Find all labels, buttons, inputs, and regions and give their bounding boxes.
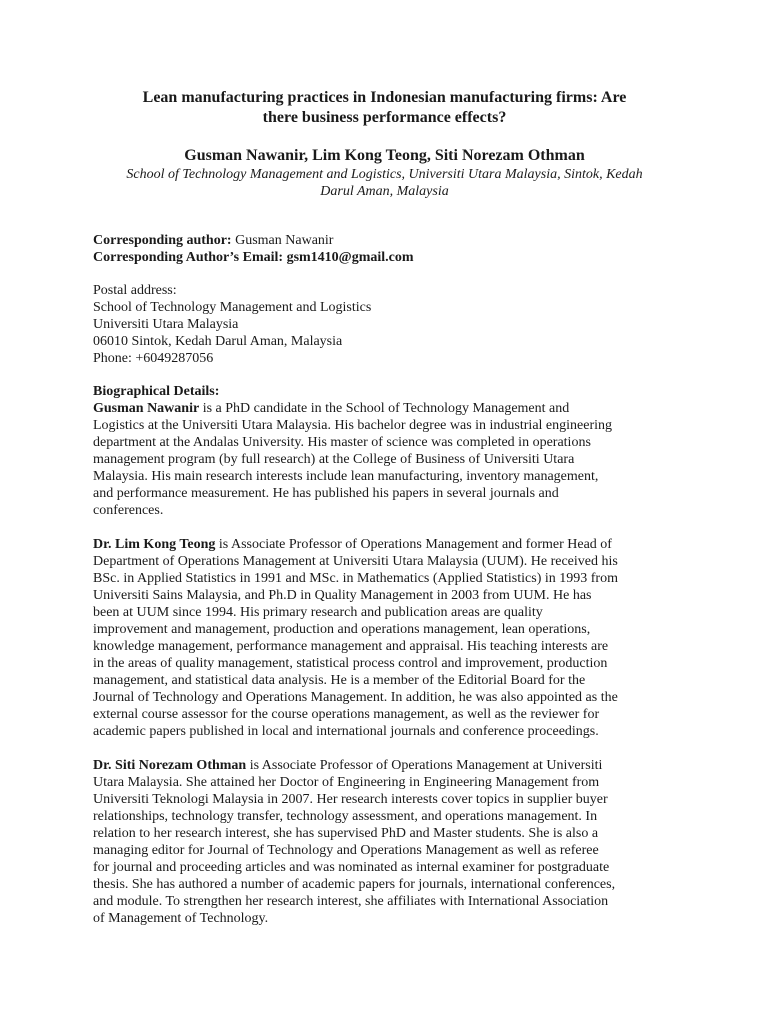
bio-line: external course assessor for the course operations management, as well as the reviewer for <box>93 707 600 722</box>
corresponding-author-label: Corresponding author: <box>93 233 232 248</box>
corresponding-email-row <box>93 249 676 266</box>
corresponding-email-label: Corresponding Author’s Email: <box>93 250 287 265</box>
bio-line: Journal of Technology and Operations Management. In addition, he was also appointed as the <box>93 690 618 705</box>
bio-line: Dr. Lim Kong Teong is Associate Professor of Operations Management and former Head of <box>93 537 612 552</box>
corresponding-info <box>93 232 676 266</box>
postal-address <box>93 282 676 367</box>
bio-line: relationships, technology transfer, technology assessment, and operations management. In <box>93 809 598 824</box>
postal-phone: Phone: +6049287056 <box>93 351 214 366</box>
bio-line: management program (by full research) at the College of Business of Universiti Utara <box>93 452 575 467</box>
bio-name: Dr. Lim Kong Teong <box>93 537 216 552</box>
affiliation-line-1: School of Technology Management and Logistics, Universiti Utara Malaysia, Sintok, Kedah <box>126 167 643 182</box>
bio-line: and performance measurement. He has published his papers in several journals and <box>93 486 559 501</box>
title-line-2: there business performance effects? <box>262 109 507 126</box>
bio-name: Gusman Nawanir <box>93 401 200 416</box>
postal-line-2: Universiti Utara Malaysia <box>93 317 239 332</box>
title-line-1: Lean manufacturing practices in Indonesian manufacturing firms: Are <box>142 89 627 106</box>
bio-line: in the areas of quality management, statistical process control and improvement, production <box>93 656 608 671</box>
bio-heading: Biographical Details: <box>93 384 220 399</box>
bio-line: of Management of Technology. <box>93 911 269 926</box>
bio-line: knowledge management, performance management and appraisal. His teaching interests are <box>93 639 609 654</box>
bio-lim <box>93 536 676 740</box>
bio-line: Dr. Siti Norezam Othman is Associate Professor of Operations Management at Universiti <box>93 758 603 773</box>
bio-line: conferences. <box>93 503 164 518</box>
bio-name: Dr. Siti Norezam Othman <box>93 758 247 773</box>
affiliation <box>93 166 676 200</box>
bio-line: relation to her research interest, she has supervised PhD and Master students. She is also a <box>93 826 599 841</box>
corresponding-author-row <box>93 232 676 249</box>
postal-label: Postal address: <box>93 283 177 298</box>
bio-siti <box>93 757 676 927</box>
affiliation-line-2: Darul Aman, Malaysia <box>320 184 449 199</box>
corresponding-author-value: Gusman Nawanir <box>231 233 334 248</box>
bio-gusman <box>93 400 676 519</box>
postal-line-3: 06010 Sintok, Kedah Darul Aman, Malaysia <box>93 334 343 349</box>
paper-title <box>93 88 676 128</box>
bio-line: department at the Andalas University. His master of science was completed in operations <box>93 435 591 450</box>
postal-line-1: School of Technology Management and Logistics <box>93 300 372 315</box>
corresponding-email-value: gsm1410@gmail.com <box>286 250 414 265</box>
bio-line: managing editor for Journal of Technology and Operations Management as well as referee <box>93 843 599 858</box>
bio-line: for journal and proceeding articles and was nominated as internal examiner for postgraduate <box>93 860 610 875</box>
bio-line: BSc. in Applied Statistics in 1991 and MSc. in Mathematics (Applied Statistics) in 1993 from <box>93 571 618 586</box>
bio-line: management, and statistical data analysis. He is a member of the Editorial Board for the <box>93 673 586 688</box>
bio-line: been at UUM since 1994. His primary research and publication areas are quality <box>93 605 543 620</box>
bio-line: Logistics at the Universiti Utara Malaysia. His bachelor degree was in industrial engineering <box>93 418 613 433</box>
author-list: Gusman Nawanir, Lim Kong Teong, Siti Norezam Othman <box>184 147 585 164</box>
bio-line: thesis. She has authored a number of academic papers for journals, international conferences, <box>93 877 616 892</box>
bio-line: Universiti Sains Malaysia, and Ph.D in Quality Management in 2003 from UUM. He has <box>93 588 592 603</box>
bio-line: academic papers published in local and international journals and conference proceedings. <box>93 724 599 739</box>
bio-line: Department of Operations Management at Universiti Utara Malaysia (UUM). He received his <box>93 554 618 569</box>
bio-line: Universiti Teknologi Malaysia in 2007. Her research interests cover topics in supplier buyer <box>93 792 608 807</box>
bio-line: Malaysia. His main research interests include lean manufacturing, inventory management, <box>93 469 599 484</box>
bio-line: Gusman Nawanir is a PhD candidate in the School of Technology Management and <box>93 401 570 416</box>
bio-line: improvement and management, production and operations management, lean operations, <box>93 622 591 637</box>
bio-line: Utara Malaysia. She attained her Doctor of Engineering in Engineering Management from <box>93 775 600 790</box>
bio-line: and module. To strengthen her research interest, she affiliates with International Association <box>93 894 609 909</box>
bio-heading-wrap <box>93 383 676 400</box>
